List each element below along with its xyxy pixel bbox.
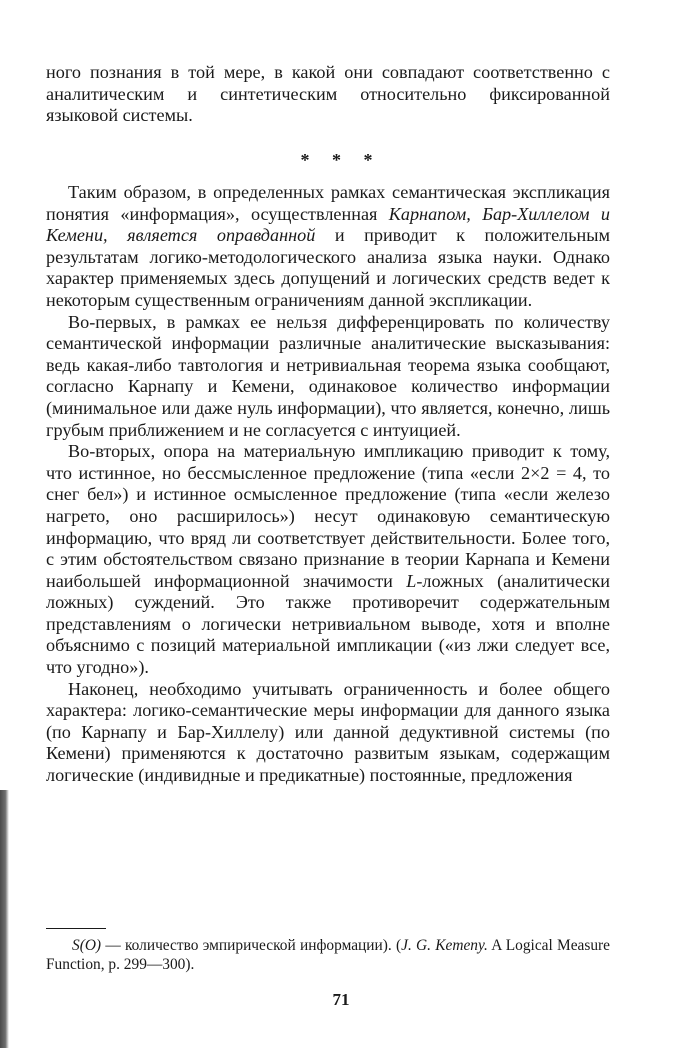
paragraph-3-italic: L [406, 570, 417, 591]
section-separator: * * * [300, 150, 382, 170]
paragraph-4: Наконец, необходимо учитывать ограниченность и более общего характера: логико-семантические меры информации для данного языка (по Карнапу и Бар-Хиллелу) или данной дедуктивной системы (по Кемени) применяются к достаточно развитым языкам, содержащим логические (индивидные и предикатные) постоянные, предложения [46, 678, 610, 786]
paragraph-1-part2: и приводит к положительным результатам логико-методологического анализа языка науки. Однако характер применяемых здесь допущений и логических средств ведет к некоторым существенным ограничениям данной экспликации. [46, 225, 610, 310]
paragraph-3 [46, 441, 610, 679]
page-number: 71 [332, 990, 350, 1009]
footnote-body: — количество эмпирической информации). ( [101, 937, 402, 954]
scan-edge-shadow [0, 790, 9, 1048]
footnote [46, 936, 610, 974]
paragraph-1 [46, 182, 610, 312]
paragraph-1-italic: Карнапом, Бар-Хиллелом и Кемени, является оправданной [46, 203, 610, 246]
paragraph-3-part1: Во-вторых, опора на материальную импликацию приводит к тому, что истинное, но бессмысленное предложение (типа «если 2×2 = 4, то снег бел») и истинное осмысленное предложение (типа «если железо нагрето, оно расширилось») несут одинаковую семантическую информацию, что вряд ли соответствует действительности. Более того, с этим обстоятельством связано признание в теории Карнапа и Кемени наибольшей информационной значимости [46, 441, 610, 591]
footnote-symbol: S(O) [72, 937, 102, 954]
paragraph-2: Во-первых, в рамках ее нельзя дифференцировать по количеству семантической информации различные аналитические высказывания: ведь какая-либо тавтология и нетривиальная теорема языка сообщают, согласно Карнапу и Кемени, одинаковое количество информации (минимальное или даже нуль информации), что является, конечно, лишь грубым приближением и не согласуется с интуицией. [46, 311, 610, 440]
continuation-paragraph [46, 62, 610, 127]
main-text [46, 182, 610, 787]
paragraph-3-part2: -ложных (аналитически ложных) суждений. Это также противоречит содержательным представлениям о логически нетривиальном выводе, хотя и вполне объяснимо с позиций материальной импликации («из лжи следует все, что угодно»). [46, 570, 610, 678]
footnote-source: A Logical Measure Function, p. 299—300). [46, 937, 610, 973]
footnote-author: J. G. Kemeny. [401, 937, 488, 954]
footnote-text [46, 936, 610, 974]
footnote-rule [46, 928, 106, 929]
continuation-text: ного познания в той мере, в какой они совпадают соответственно с аналитическим и синтетическим относительно фиксированной языковой системы. [46, 62, 610, 126]
paragraph-1-part1: Таким образом, в определенных рамках семантическая экспликация понятия «информация», осуществленная [46, 182, 610, 224]
